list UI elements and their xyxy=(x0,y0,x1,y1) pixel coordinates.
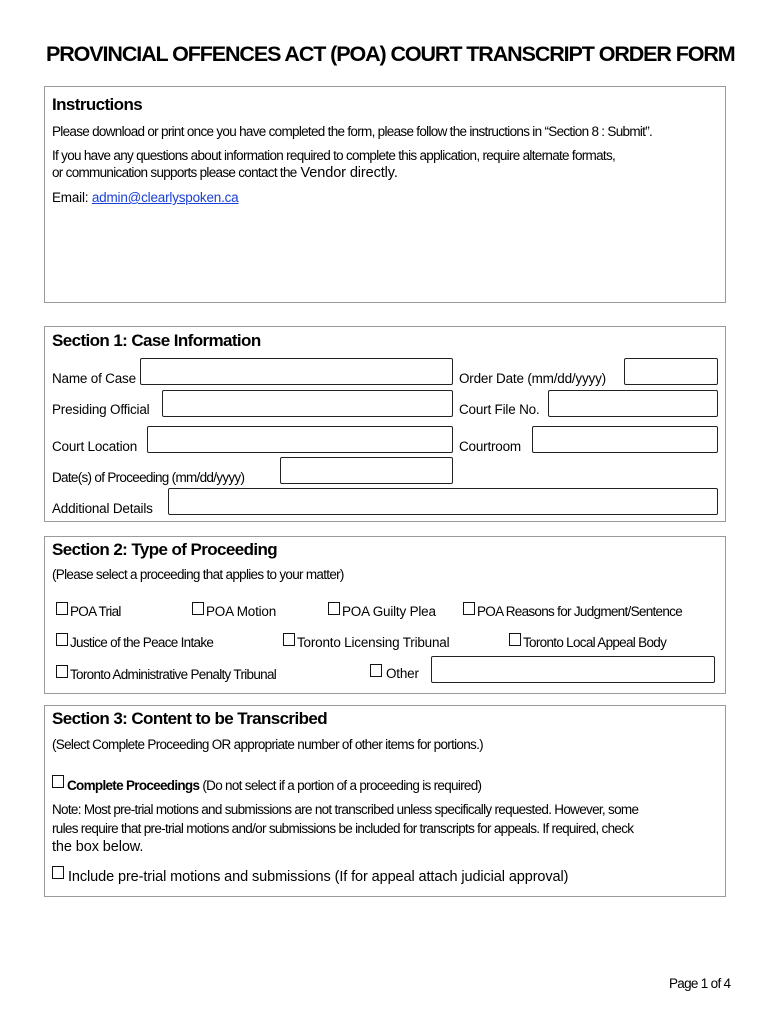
toronto-admin-penalty-tribunal-checkbox[interactable] xyxy=(56,665,68,678)
toronto-admin-penalty-tribunal-label: Toronto Administrative Penalty Tribunal xyxy=(70,667,277,682)
additional-details-label: Additional Details xyxy=(52,501,153,516)
poa-guilty-plea-checkbox[interactable] xyxy=(328,602,340,615)
poa-reasons-label: POA Reasons for Judgment/Sentence xyxy=(477,604,683,619)
instructions-line-3 xyxy=(52,165,398,181)
note-line-1: Note: Most pre-trial motions and submissions are not transcribed unless specifically requested. However, some xyxy=(52,802,639,817)
page-number: Page 1 of 4 xyxy=(669,976,731,991)
email-label: Email: xyxy=(52,190,92,205)
other-label: Other xyxy=(386,666,419,681)
instructions-heading: Instructions xyxy=(52,95,143,114)
complete-proceedings-note: (Do not select if a portion of a proceeding is required) xyxy=(199,778,482,793)
courtroom-input[interactable] xyxy=(532,426,718,453)
section-2-subheading: (Please select a proceeding that applies to your matter) xyxy=(52,567,344,582)
court-file-no-input[interactable] xyxy=(548,390,718,417)
instructions-line-3b: Vendor directly. xyxy=(296,165,398,181)
include-pretrial-label: Include pre-trial motions and submissions (If for appeal attach judicial approval) xyxy=(68,869,569,885)
name-of-case-input[interactable] xyxy=(140,358,453,385)
poa-reasons-checkbox[interactable] xyxy=(463,602,475,615)
toronto-local-appeal-body-checkbox[interactable] xyxy=(509,633,521,646)
email-line xyxy=(52,190,238,205)
poa-motion-checkbox[interactable] xyxy=(192,602,204,615)
poa-trial-checkbox[interactable] xyxy=(56,602,68,615)
form-title: PROVINCIAL OFFENCES ACT (POA) COURT TRANSCRIPT ORDER FORM xyxy=(46,42,735,66)
poa-trial-label: POA Trial xyxy=(70,604,121,619)
court-file-no-label: Court File No. xyxy=(459,402,540,417)
dates-of-proceeding-label: Date(s) of Proceeding (mm/dd/yyyy) xyxy=(52,470,245,485)
jp-intake-checkbox[interactable] xyxy=(56,633,68,646)
complete-proceedings-line xyxy=(67,778,481,793)
jp-intake-label: Justice of the Peace Intake xyxy=(70,635,214,650)
order-date-label: Order Date (mm/dd/yyyy) xyxy=(459,371,606,386)
other-input[interactable] xyxy=(431,656,715,683)
email-link[interactable]: admin@clearlyspoken.ca xyxy=(91,190,239,205)
section-2-heading: Section 2: Type of Proceeding xyxy=(52,540,278,559)
complete-proceedings-checkbox[interactable] xyxy=(52,775,64,788)
instructions-line-1: Please download or print once you have completed the form, please follow the instructions in “Section 8 : Submit”. xyxy=(52,124,653,139)
presiding-official-label: Presiding Official xyxy=(52,402,150,417)
toronto-local-appeal-body-label: Toronto Local Appeal Body xyxy=(523,635,667,650)
note-line-3: the box below. xyxy=(52,839,144,855)
complete-proceedings-label: Complete Proceedings xyxy=(67,778,200,793)
include-pretrial-checkbox[interactable] xyxy=(52,866,64,879)
additional-details-input[interactable] xyxy=(168,488,718,515)
order-date-input[interactable] xyxy=(624,358,718,385)
court-location-input[interactable] xyxy=(147,426,453,453)
dates-of-proceeding-input[interactable] xyxy=(280,457,453,484)
section-3-subheading: (Select Complete Proceeding OR appropriate number of other items for portions.) xyxy=(52,737,483,752)
section-1-heading: Section 1: Case Information xyxy=(52,331,261,350)
instructions-line-3a: or communication supports please contact the xyxy=(52,165,297,180)
poa-guilty-plea-label: POA Guilty Plea xyxy=(342,604,436,619)
instructions-line-2: If you have any questions about information required to complete this application, require alternate formats, xyxy=(52,148,616,163)
poa-motion-label: POA Motion xyxy=(206,604,277,619)
other-checkbox[interactable] xyxy=(370,664,382,677)
toronto-licensing-tribunal-label: Toronto Licensing Tribunal xyxy=(297,635,450,650)
section-3-heading: Section 3: Content to be Transcribed xyxy=(52,709,327,728)
courtroom-label: Courtroom xyxy=(459,439,521,454)
toronto-licensing-tribunal-checkbox[interactable] xyxy=(283,633,295,646)
presiding-official-input[interactable] xyxy=(162,390,453,417)
name-of-case-label: Name of Case xyxy=(52,371,136,386)
court-location-label: Court Location xyxy=(52,439,138,454)
note-line-2: rules require that pre-trial motions and/or submissions be included for transcripts for appeals. If required, check xyxy=(52,821,634,836)
